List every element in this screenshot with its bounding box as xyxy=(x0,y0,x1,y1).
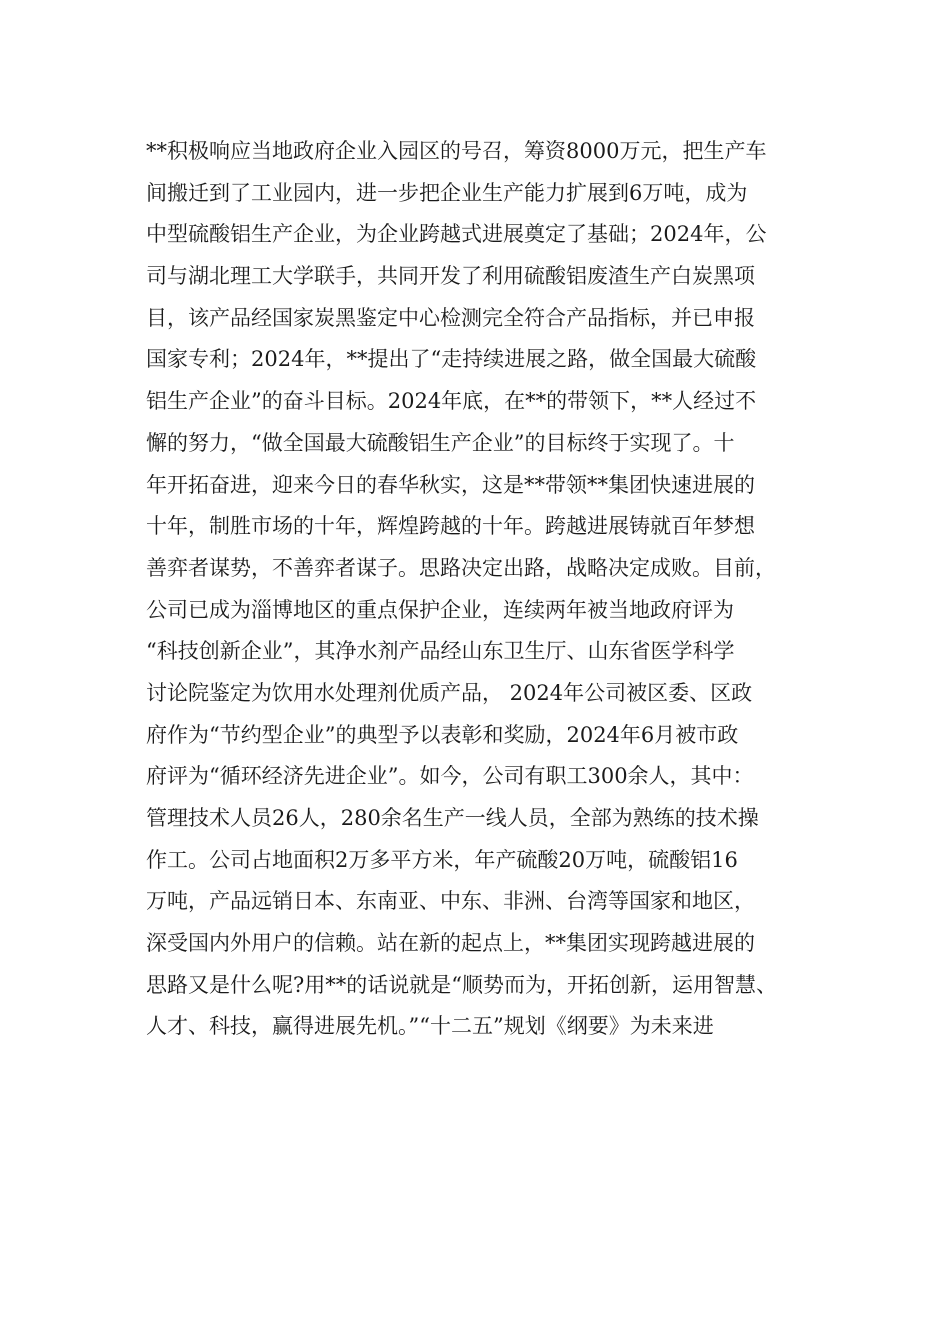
text-line: 深受国内外用户的信赖。站在新的起点上，**集团实现跨越进展的 xyxy=(146,931,755,956)
text-line: 善弈者谋势，不善弈者谋子。思路决定出路，战略决定成败。目前， xyxy=(146,555,776,580)
text-line: 司与湖北理工大学联手，共同开发了利用硫酸铝废渣生产白炭黑项 xyxy=(146,264,755,289)
text-line: 作工。公司占地面积2万多平方米，年产硫酸20万吨，硫酸铝16 xyxy=(146,847,738,872)
text-line: 管理技术人员26人，280余名生产一线人员，全部为熟练的技术操 xyxy=(146,806,759,830)
text-line: **积极响应当地政府企业入园区的号召，筹资8000万元，把生产车 xyxy=(146,139,767,163)
text-line: 国家专利；2024年，**提出了“走持续进展之路，做全国最大硫酸 xyxy=(146,347,757,372)
text-line: 公司已成为淄博地区的重点保护企业，连续两年被当地政府评为 xyxy=(146,597,734,622)
text-line: 间搬迁到了工业园内，进一步把企业生产能力扩展到6万吨，成为 xyxy=(146,180,748,205)
text-line: 讨论院鉴定为饮用水处理剂优质产品， 2024年公司被区委、区政 xyxy=(146,680,753,705)
text-line: 目，该产品经国家炭黑鉴定中心检测完全符合产品指标，并已申报 xyxy=(146,305,755,330)
text-line: 年开拓奋进，迎来今日的春华秋实，这是**带领**集团快速进展的 xyxy=(146,472,755,497)
text-line: 铝生产企业”的奋斗目标。2024年底，在**的带领下，**人经过不 xyxy=(146,389,757,414)
text-line: 府评为“循环经济先进企业”。如今，公司有职工300余人，其中： xyxy=(146,764,754,789)
text-line: 思路又是什么呢?用**的话说就是“顺势而为，开拓创新，运用智慧、 xyxy=(146,972,777,997)
text-line: “科技创新企业”，其净水剂产品经山东卫生厅、山东省医学科学 xyxy=(146,639,735,664)
body-text xyxy=(146,131,826,1048)
text-line: 中型硫酸铝生产企业，为企业跨越式进展奠定了基础；2024年，公 xyxy=(146,222,767,247)
text-line: 十年，制胜市场的十年，辉煌跨越的十年。跨越进展铸就百年梦想 xyxy=(146,514,755,539)
text-line: 万吨，产品远销日本、东南亚、中东、非洲、台湾等国家和地区， xyxy=(146,889,755,914)
text-line: 懈的努力，“做全国最大硫酸铝生产企业”的目标终于实现了。十 xyxy=(146,430,735,455)
text-line: 人才、科技，赢得进展先机。”“十二五”规划《纲要》为未来进 xyxy=(146,1014,714,1039)
text-line: 府作为“节约型企业”的典型予以表彰和奖励，2024年6月被市政 xyxy=(146,722,739,747)
